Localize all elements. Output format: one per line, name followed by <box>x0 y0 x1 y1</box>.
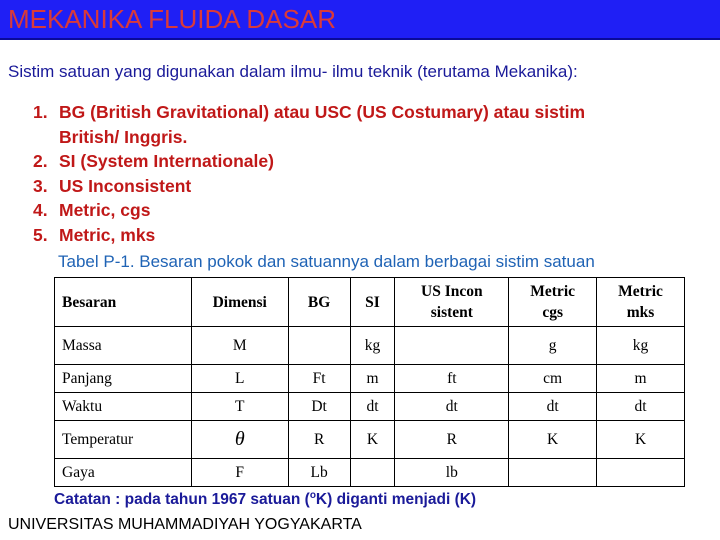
header-cell: Dimensi <box>191 278 288 327</box>
table-cell: dt <box>509 393 597 421</box>
header-cell: Metric mks <box>597 278 685 327</box>
list-item <box>33 174 585 199</box>
table-cell: Lb <box>288 459 350 487</box>
table-row <box>55 365 685 393</box>
list-text-line: British/ Inggris. <box>59 126 188 147</box>
list-number: 2. <box>33 151 48 172</box>
list-number: 4. <box>33 200 48 221</box>
table-cell: K <box>350 421 395 459</box>
table-cell: ft <box>395 365 509 393</box>
header-cell: BG <box>288 278 350 327</box>
table-cell <box>350 459 395 487</box>
table-cell: Ft <box>288 365 350 393</box>
header-cell: Metric cgs <box>509 278 597 327</box>
table-cell: M <box>191 327 288 365</box>
table-cell: R <box>288 421 350 459</box>
table-cell <box>509 459 597 487</box>
list-text <box>59 100 585 149</box>
footnote: Catatan : pada tahun 1967 satuan ($^o$K) diganti menjadi (K) <box>54 490 477 509</box>
table-row <box>55 327 685 365</box>
table-header-row <box>55 278 685 327</box>
list-text: Metric, mks <box>59 224 156 245</box>
table-cell: cm <box>509 365 597 393</box>
table-cell <box>288 327 350 365</box>
table-cell: dt <box>350 393 395 421</box>
unit-system-list <box>33 100 585 248</box>
list-item <box>33 223 585 248</box>
title-bar <box>0 0 720 40</box>
list-item <box>33 198 585 223</box>
table-cell: Dt <box>288 393 350 421</box>
theta-symbol: θ <box>191 421 288 459</box>
table-cell: m <box>350 365 395 393</box>
list-number: 1. <box>33 102 48 122</box>
table-cell: Massa <box>55 327 192 365</box>
slide-title: MEKANIKA FLUIDA DASAR <box>8 4 336 34</box>
table-row <box>55 421 685 459</box>
table-cell: R <box>395 421 509 459</box>
table-cell <box>597 459 685 487</box>
table-cell: L <box>191 365 288 393</box>
table-cell: T <box>191 393 288 421</box>
table-cell: dt <box>395 393 509 421</box>
table-cell: Panjang <box>55 365 192 393</box>
table-row <box>55 393 685 421</box>
table-cell: m <box>597 365 685 393</box>
list-number: 3. <box>33 175 48 196</box>
table-caption: Tabel P-1. Besaran pokok dan satuannya dalam berbagai sistim satuan <box>58 252 595 271</box>
table-cell: g <box>509 327 597 365</box>
list-item <box>33 100 585 149</box>
table-cell: lb <box>395 459 509 487</box>
list-number: 5. <box>33 224 48 245</box>
table-cell: K <box>509 421 597 459</box>
list-text: US Inconsistent <box>59 175 192 196</box>
table-cell: F <box>191 459 288 487</box>
table-cell: dt <box>597 393 685 421</box>
list-text-line: BG (British Gravitational) atau USC (US Costumary) atau sistim <box>59 102 586 122</box>
header-cell: SI <box>350 278 395 327</box>
list-text: Metric, cgs <box>59 200 151 221</box>
table-row <box>55 459 685 487</box>
list-item <box>33 149 585 174</box>
list-text: SI (System Internationale) <box>59 151 274 172</box>
table-cell: Gaya <box>55 459 192 487</box>
university-footer: UNIVERSITAS MUHAMMADIYAH YOGYAKARTA <box>8 516 362 533</box>
header-cell: Besaran <box>55 278 192 327</box>
table-cell: Temperatur <box>55 421 192 459</box>
table-cell <box>395 327 509 365</box>
table-cell: kg <box>350 327 395 365</box>
table-cell: Waktu <box>55 393 192 421</box>
units-table <box>54 277 685 487</box>
header-cell: US Incon sistent <box>395 278 509 327</box>
table-cell: K <box>597 421 685 459</box>
intro-text: Sistim satuan yang digunakan dalam ilmu- ilmu teknik (terutama Mekanika): <box>8 62 578 81</box>
table-cell: kg <box>597 327 685 365</box>
